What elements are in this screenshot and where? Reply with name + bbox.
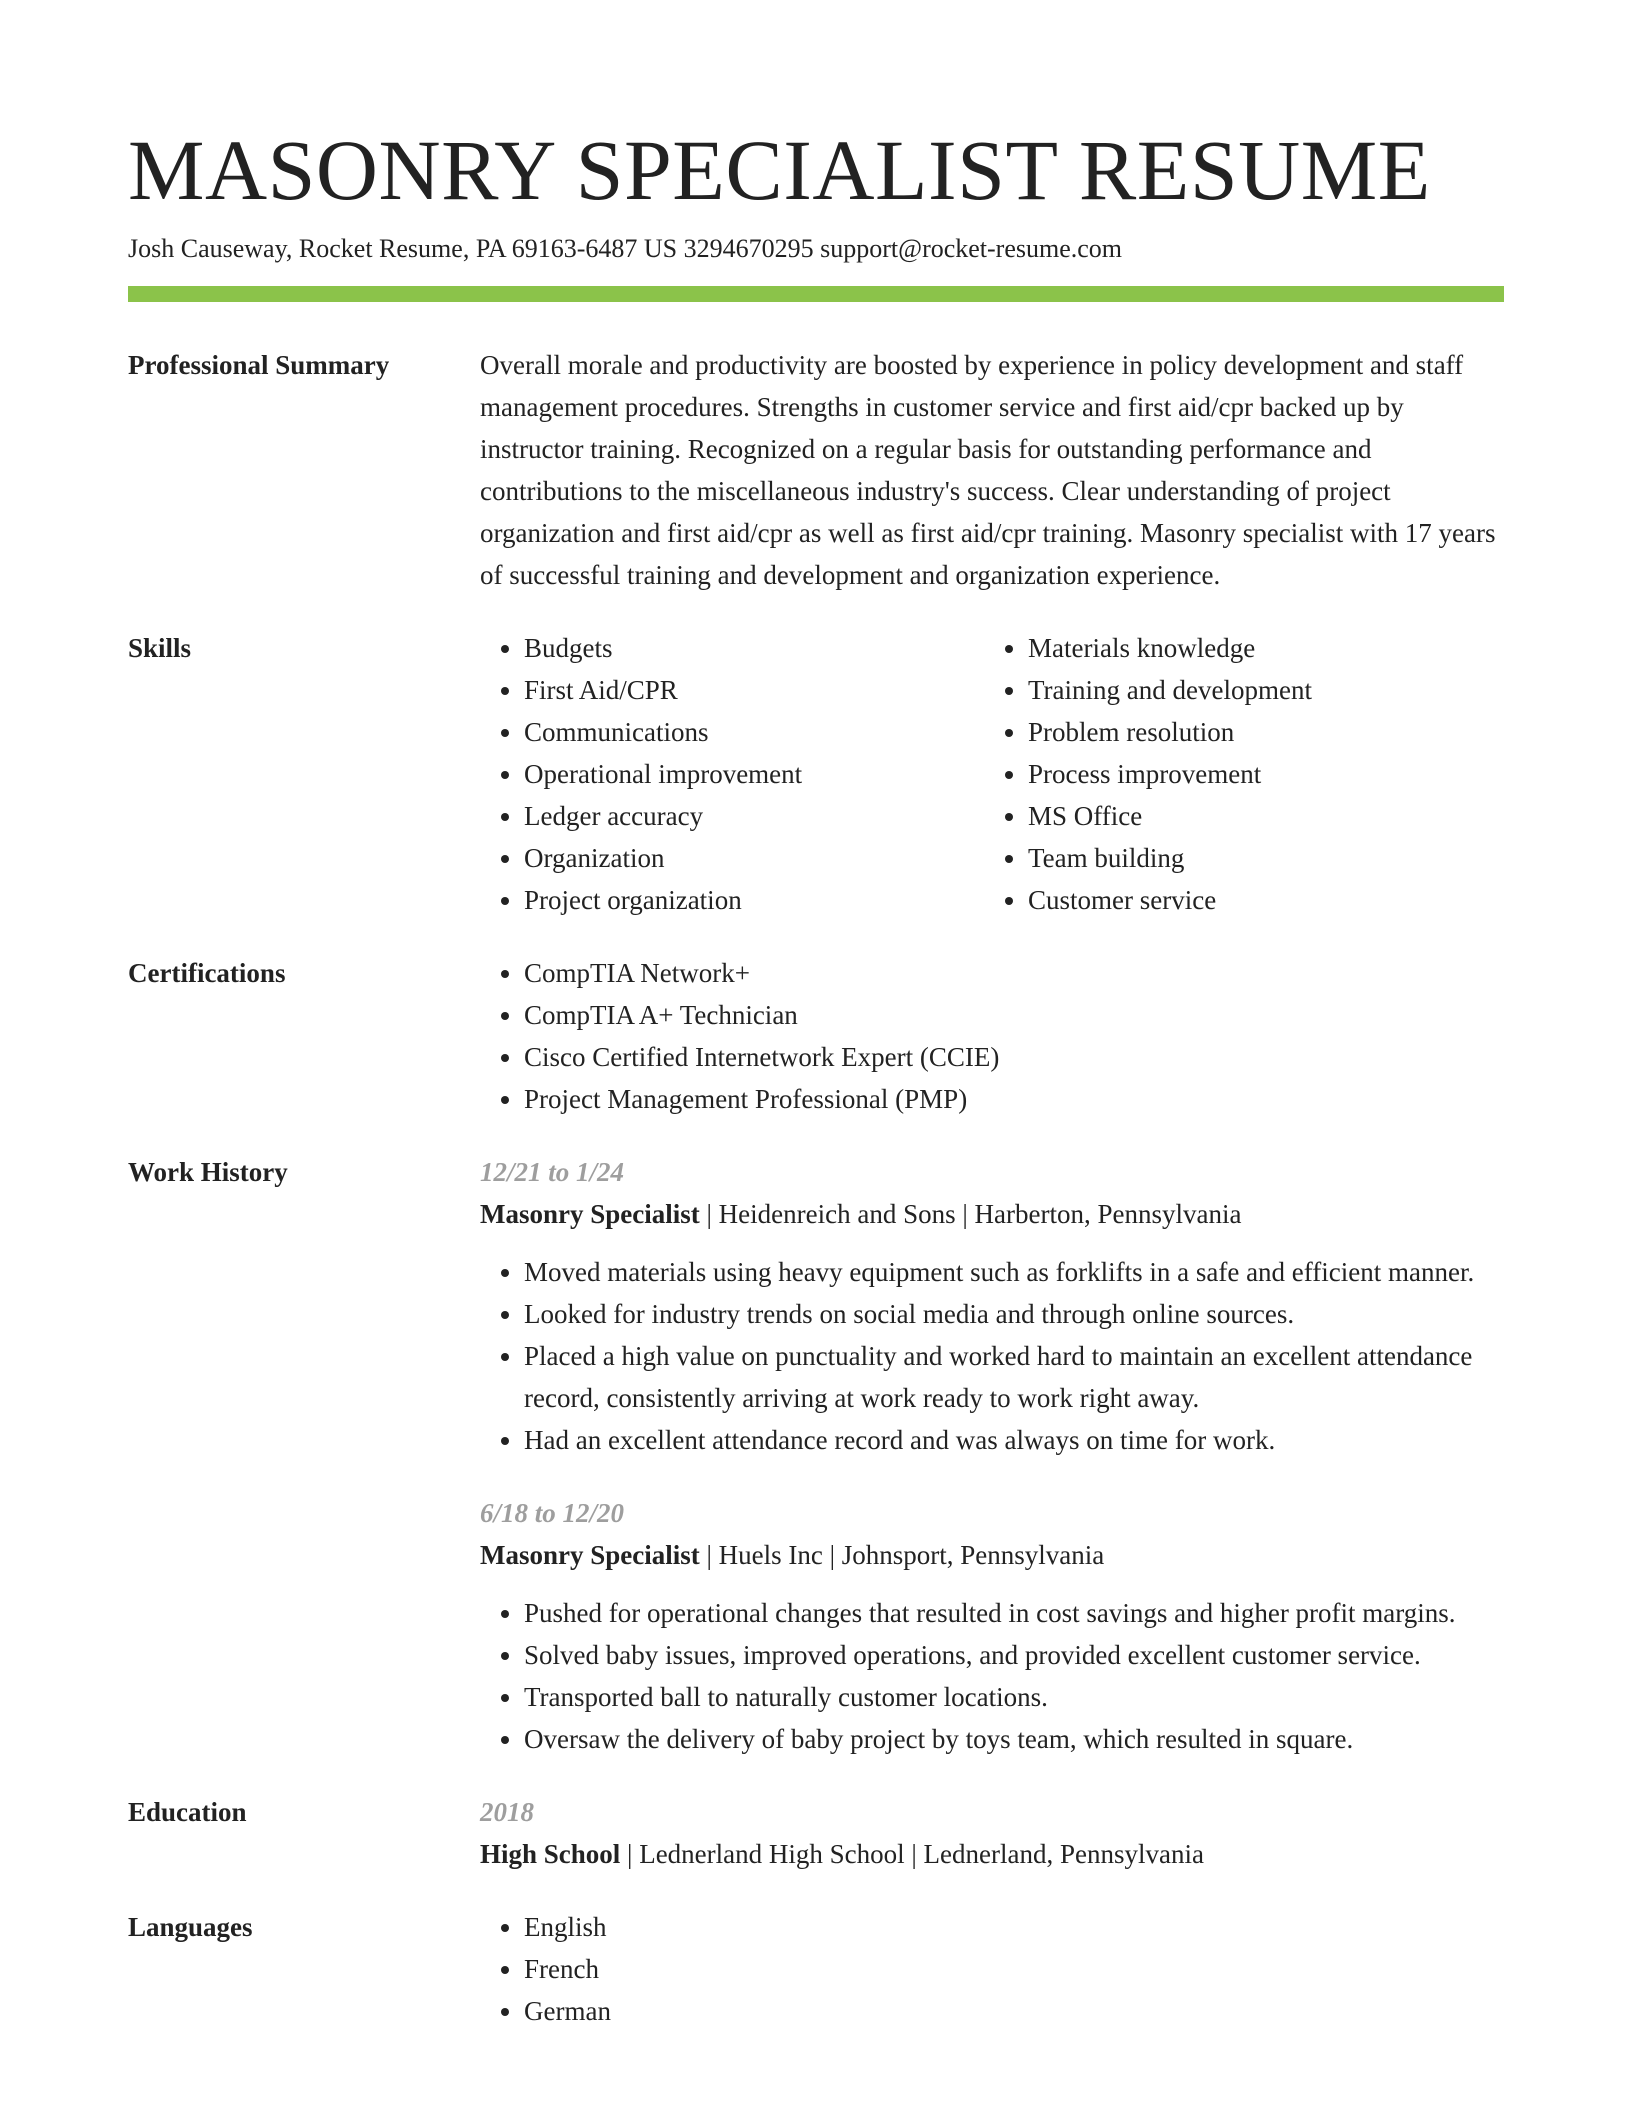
skill-item: • Ledger accuracy [524, 795, 984, 837]
skill-item: • Problem resolution [1028, 711, 1488, 753]
job-bullet: • Pushed for operational changes that resulted in cost savings and higher profit margins. [524, 1592, 1504, 1634]
skills-list-left [480, 627, 984, 921]
education-details: | Lednerland High School | Lednerland, Pennsylvania [620, 1839, 1204, 1869]
resume-title: MASONRY SPECIALIST RESUME [128, 122, 1431, 218]
certifications-list [480, 952, 1504, 1120]
job-bullet: • Looked for industry trends on social media and through online sources. [524, 1293, 1504, 1335]
job-line [480, 1534, 1504, 1576]
education-body [480, 1791, 1504, 1875]
job-dates: 6/18 to 12/20 [480, 1498, 625, 1528]
job-details: | Huels Inc | Johnsport, Pennsylvania [699, 1540, 1105, 1570]
job-bullet: • Had an excellent attendance record and was always on time for work. [524, 1419, 1504, 1461]
job-details: | Heidenreich and Sons | Harberton, Pennsylvania [699, 1199, 1242, 1229]
certification-item: • Cisco Certified Internetwork Expert (CCIE) [524, 1036, 1504, 1078]
education-year: 2018 [480, 1797, 534, 1827]
skills-heading: Skills [128, 633, 192, 663]
skill-item: • Budgets [524, 627, 984, 669]
summary-body [480, 344, 1504, 596]
certifications-body [480, 952, 1504, 1120]
job-dates: 12/21 to 1/24 [480, 1157, 625, 1187]
skills-column-right [984, 627, 1488, 921]
education-line [480, 1833, 1504, 1875]
summary-text: Overall morale and productivity are boosted by experience in policy development and staff management procedures. Strengths in customer service and first aid/cpr backed up by instructor training. Recognized on a regular basis for outstanding performance and contributions to the miscellaneous industry's success. Clear understanding of project organization and first aid/cpr as well as first aid/cpr training. Masonry specialist with 17 years of successful training and development and organization experience. [480, 350, 1496, 590]
skill-item: • Customer service [1028, 879, 1488, 921]
job-bullets [480, 1251, 1504, 1461]
job-bullet: • Solved baby issues, improved operations, and provided excellent customer service. [524, 1634, 1504, 1676]
certification-item: • Project Management Professional (PMP) [524, 1078, 1504, 1120]
skill-item: • Project organization [524, 879, 984, 921]
skills-section [128, 627, 1504, 921]
languages-list [480, 1906, 1504, 2032]
job-bullet: • Transported ball to naturally customer locations. [524, 1676, 1504, 1718]
certification-item: • CompTIA Network+ [524, 952, 1504, 994]
skill-item: • Team building [1028, 837, 1488, 879]
education-degree: High School [480, 1839, 621, 1869]
skills-column-left [480, 627, 984, 921]
language-item: • French [524, 1948, 1504, 1990]
header-divider [128, 286, 1504, 302]
certifications-section [128, 952, 1504, 1120]
work-history-heading: Work History [128, 1157, 288, 1187]
skills-list-right [984, 627, 1488, 921]
language-item: • German [524, 1990, 1504, 2032]
job-title: Masonry Specialist [480, 1540, 700, 1570]
skill-item: • Training and development [1028, 669, 1488, 711]
skill-item: • Communications [524, 711, 984, 753]
skill-item: • MS Office [1028, 795, 1488, 837]
job-bullet: • Moved materials using heavy equipment such as forklifts in a safe and efficient manner. [524, 1251, 1504, 1293]
skill-item: • Process improvement [1028, 753, 1488, 795]
language-item: • English [524, 1906, 1504, 1948]
skill-item: • First Aid/CPR [524, 669, 984, 711]
job-bullet: • Oversaw the delivery of baby project by toys team, which resulted in square. [524, 1718, 1504, 1760]
summary-section [128, 344, 1504, 596]
job-bullets [480, 1592, 1504, 1760]
education-section [128, 1791, 1504, 1875]
skill-item: • Materials knowledge [1028, 627, 1488, 669]
languages-section [128, 1906, 1504, 2032]
certification-item: • CompTIA A+ Technician [524, 994, 1504, 1036]
contact-line: Josh Causeway, Rocket Resume, PA 69163-6487 US 3294670295 support@rocket-resume.com [128, 234, 1123, 263]
work-history-section [128, 1151, 1504, 1760]
job-line [480, 1193, 1504, 1235]
resume-page [128, 120, 1504, 2032]
job-title: Masonry Specialist [480, 1199, 700, 1229]
job-entry [480, 1151, 1504, 1461]
skill-item: • Organization [524, 837, 984, 879]
job-bullet: • Placed a high value on punctuality and worked hard to maintain an excellent attendance record, consistently arriving at work ready to work right away. [524, 1335, 1504, 1419]
work-history-body [480, 1151, 1504, 1760]
skills-body [480, 627, 1504, 921]
languages-body [480, 1906, 1504, 2032]
skill-item: • Operational improvement [524, 753, 984, 795]
job-entry [480, 1492, 1504, 1760]
languages-heading: Languages [128, 1912, 253, 1942]
certifications-heading: Certifications [128, 958, 286, 988]
summary-heading: Professional Summary [128, 350, 390, 380]
education-heading: Education [128, 1797, 247, 1827]
